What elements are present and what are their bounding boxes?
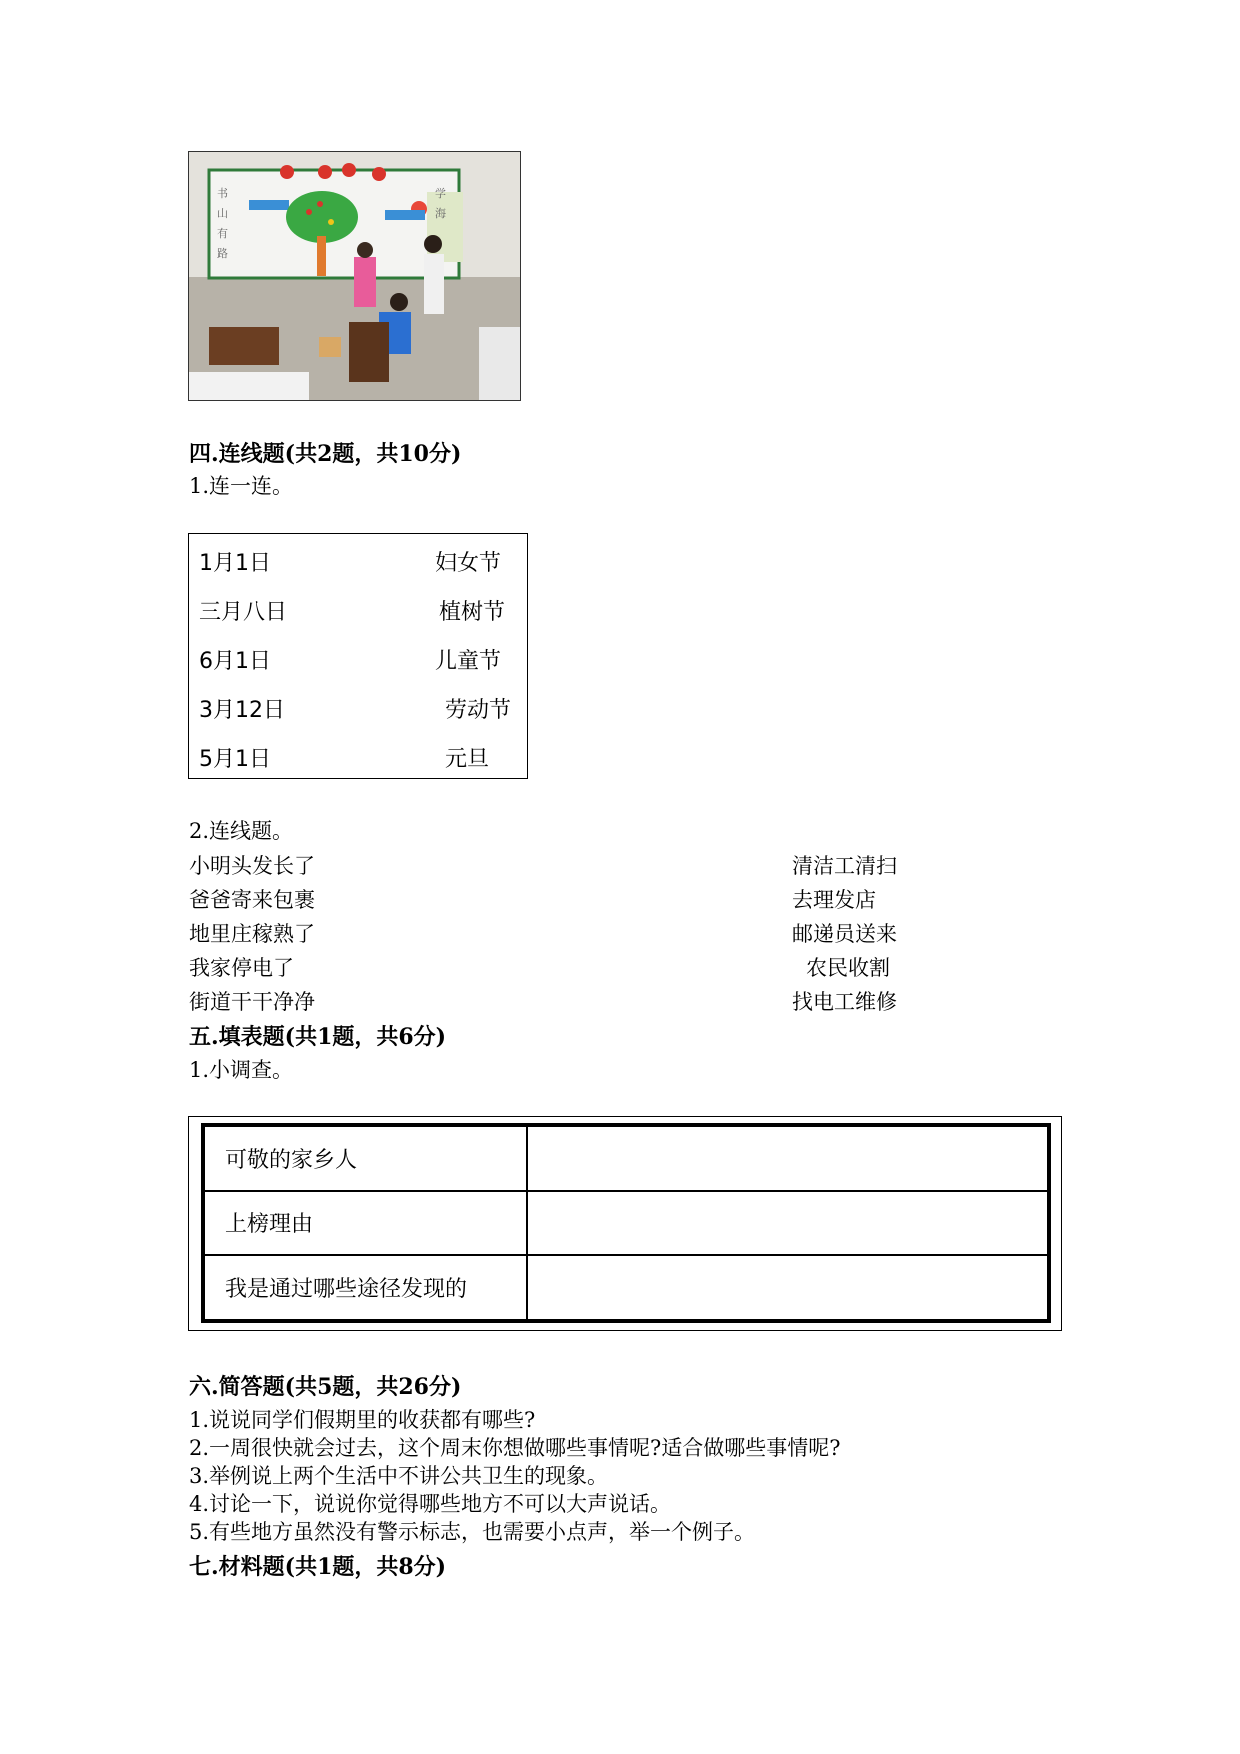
match-row [199,540,517,580]
question-text: 4.讨论一下，说说你觉得哪些地方不可以大声说话。 [189,1492,672,1516]
pair-left: 地里庄稼熟了 [189,922,315,946]
match-row [199,736,517,776]
survey-table-frame [188,1116,1062,1331]
pair-right: 农民收割 [806,956,890,980]
match-date: 1月1日 [199,551,271,576]
match-festival: 劳动节 [445,698,512,723]
board-char: 山 [217,207,228,220]
question-text: 5.有些地方虽然没有警示标志，也需要小点声，举一个例子。 [189,1520,756,1544]
survey-row [204,1191,1048,1256]
classroom-photo [188,151,521,401]
question-text: 2.连线题。 [189,819,294,843]
board-char: 学 [435,187,446,200]
survey-table [201,1123,1051,1323]
pair-right: 清洁工清扫 [792,854,897,878]
board-char: 海 [435,207,446,220]
match-date: 3月12日 [199,698,285,723]
match-festival: 元旦 [445,747,490,772]
survey-row [204,1126,1048,1191]
section-title-4: 四.连线题(共2题，共10分) [189,441,462,467]
survey-row [204,1255,1048,1320]
survey-label: 我是通过哪些途径发现的 [204,1255,527,1320]
board-char: 路 [217,247,228,260]
match-row [199,687,517,727]
question-text: 1.说说同学们假期里的收获都有哪些? [189,1408,536,1432]
match-festival: 儿童节 [435,649,502,674]
section-title-5: 五.填表题(共1题，共6分) [189,1024,447,1050]
match-row [199,638,517,678]
survey-answer-cell[interactable] [527,1255,1048,1320]
survey-label: 上榜理由 [204,1191,527,1256]
survey-answer-cell[interactable] [527,1126,1048,1191]
pair-right: 去理发店 [792,888,876,912]
question-text: 1.连一连。 [189,474,294,498]
section-title-7: 七.材料题(共1题，共8分) [189,1554,447,1580]
match-festival: 植树节 [439,600,506,625]
section-title-6: 六.简答题(共5题，共26分) [189,1374,462,1400]
board-char: 有 [217,227,228,240]
pair-left: 爸爸寄来包裹 [189,888,315,912]
match-row [199,589,517,629]
match-date: 5月1日 [199,747,271,772]
pair-right: 找电工维修 [792,990,897,1014]
question-text: 1.小调查。 [189,1058,294,1082]
question-text: 2.一周很快就会过去，这个周末你想做哪些事情呢?适合做哪些事情呢? [189,1436,841,1460]
survey-label: 可敬的家乡人 [204,1126,527,1191]
pair-left: 我家停电了 [189,956,294,980]
board-char: 书 [217,187,228,200]
match-date: 三月八日 [199,600,288,625]
pair-left: 小明头发长了 [189,854,315,878]
match-date: 6月1日 [199,649,271,674]
question-text: 3.举例说上两个生活中不讲公共卫生的现象。 [189,1464,609,1488]
pair-left: 街道干干净净 [189,990,315,1014]
survey-answer-cell[interactable] [527,1191,1048,1256]
photo-illustration [189,152,520,400]
match-festival: 妇女节 [435,551,502,576]
matching-box [188,533,528,779]
pair-right: 邮递员送来 [792,922,897,946]
